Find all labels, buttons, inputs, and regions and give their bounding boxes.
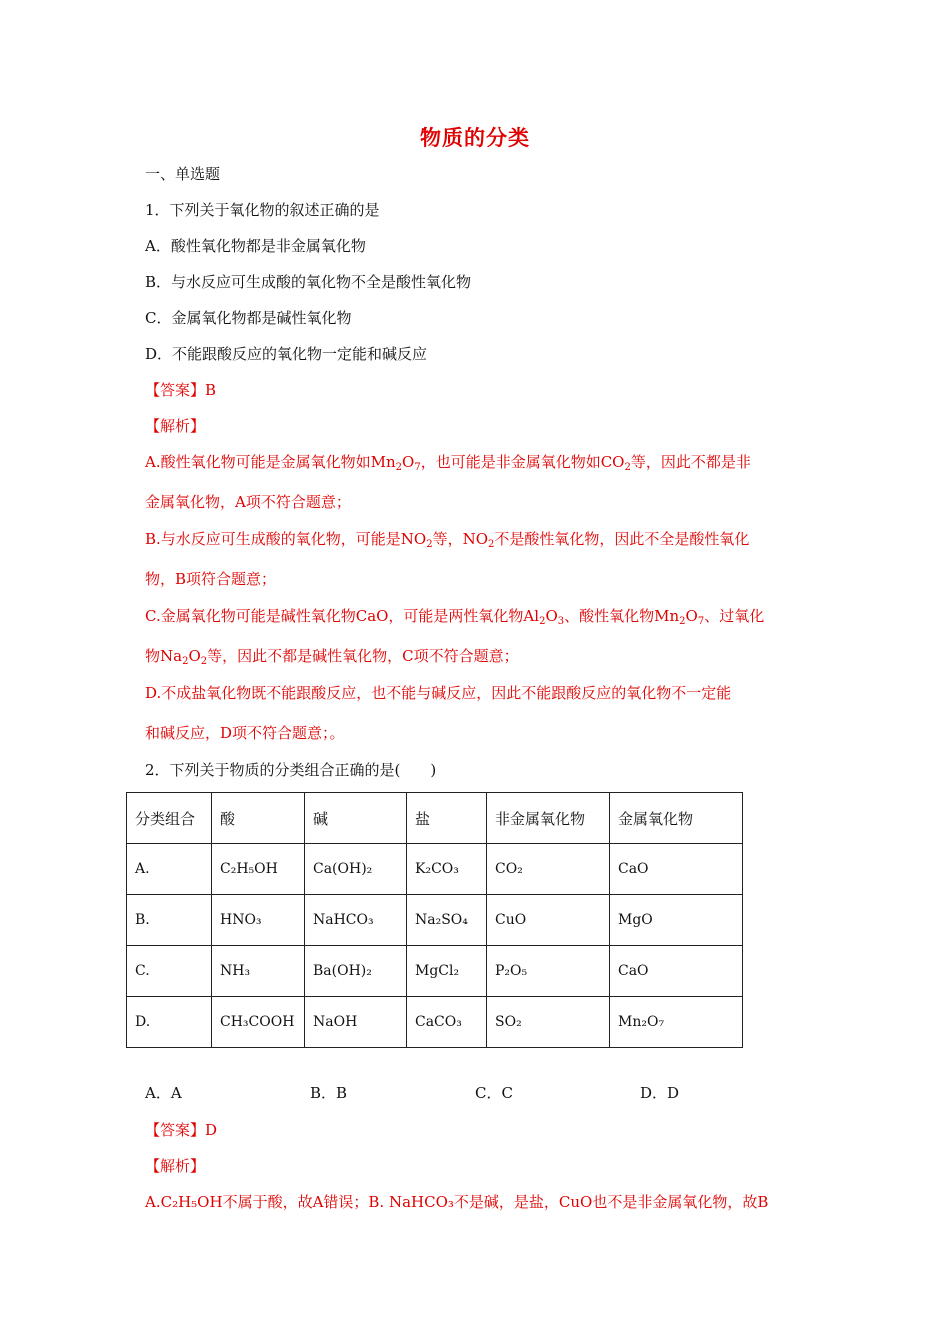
table-header: 分类组合 xyxy=(127,793,212,844)
table-cell: CaCO₃ xyxy=(407,997,487,1048)
answer-tag: 【答案】 xyxy=(145,381,206,399)
table-cell: NaHCO₃ xyxy=(305,895,407,946)
table-cell: Na₂SO₄ xyxy=(407,895,487,946)
answer-tag: 【答案】 xyxy=(145,1121,206,1139)
table-cell: MgCl₂ xyxy=(407,946,487,997)
q1-analysis-b-line2: 物，B项符合题意； xyxy=(145,570,277,588)
answer-value: B xyxy=(205,381,217,399)
table-cell: Ca(OH)₂ xyxy=(305,844,407,895)
table-cell: P₂O₅ xyxy=(487,946,610,997)
table-cell: C₂H₅OH xyxy=(212,844,305,895)
q1-analysis-c-line2: 物$Na_2O_2$等，因此不都是碱性氧化物，C项不符合题意； xyxy=(145,647,519,667)
table-cell: HNO₃ xyxy=(212,895,305,946)
table-header-row xyxy=(127,793,743,844)
q1-analysis-tag: 【解析】 xyxy=(145,417,206,435)
page-title: 物质的分类 xyxy=(420,125,530,150)
table-cell: SO₂ xyxy=(487,997,610,1048)
answer-value: D xyxy=(205,1121,218,1139)
table-row xyxy=(127,844,743,895)
table-header: 碱 xyxy=(305,793,407,844)
table-cell: MgO xyxy=(610,895,743,946)
classification-table xyxy=(126,792,743,1048)
q1-option-d: D．不能跟酸反应的氧化物一定能和碱反应 xyxy=(145,345,428,363)
q1-option-a: A．酸性氧化物都是非金属氧化物 xyxy=(145,237,366,255)
table-cell: NH₃ xyxy=(212,946,305,997)
table-cell: NaOH xyxy=(305,997,407,1048)
table-cell: CuO xyxy=(487,895,610,946)
q1-analysis-d-line2: 和碱反应，D项不符合题意；。 xyxy=(145,724,345,742)
q2-option-d: D．D xyxy=(640,1084,680,1102)
table-cell: CaO xyxy=(610,844,743,895)
table-row xyxy=(127,946,743,997)
q1-option-c: C．金属氧化物都是碱性氧化物 xyxy=(145,309,352,327)
q1-analysis-a-line1: A.酸性氧化物可能是金属氧化物如$Mn_2O_7$，也可能是非金属氧化物如$CO_2$等，因此不都是非 xyxy=(145,453,751,473)
table-cell: A. xyxy=(127,844,212,895)
q2-option-a: A．A xyxy=(145,1084,182,1102)
q2-analysis-line: A.C₂H₅OH不属于酸，故A错误；B. NaHCO₃不是碱，是盐，CuO也不是非金属氧化物，故B xyxy=(145,1193,769,1211)
q2-stem: 2．下列关于物质的分类组合正确的是( ) xyxy=(145,761,437,779)
table-cell: D. xyxy=(127,997,212,1048)
table-cell: CH₃COOH xyxy=(212,997,305,1048)
q2-option-b: B．B xyxy=(310,1084,348,1102)
table-cell: K₂CO₃ xyxy=(407,844,487,895)
q1-stem: 1．下列关于氧化物的叙述正确的是 xyxy=(145,201,380,219)
table-cell: CaO xyxy=(610,946,743,997)
table-header: 盐 xyxy=(407,793,487,844)
table-cell: C. xyxy=(127,946,212,997)
q2-option-c: C．C xyxy=(475,1084,513,1102)
table-cell: CO₂ xyxy=(487,844,610,895)
table-row xyxy=(127,895,743,946)
q1-analysis-c-line1: C.金属氧化物可能是碱性氧化物CaO，可能是两性氧化物$Al_2O_3$、酸性氧化物$Mn_2O_7$、过氧化 xyxy=(145,607,765,627)
table-cell: B. xyxy=(127,895,212,946)
q2-answer xyxy=(145,1120,217,1140)
q1-answer xyxy=(145,380,216,400)
q1-analysis-a-line2: 金属氧化物，A项不符合题意； xyxy=(145,493,351,511)
q2-analysis-tag: 【解析】 xyxy=(145,1157,206,1175)
table-cell: Mn₂O₇ xyxy=(610,997,743,1048)
q1-analysis-d-line1: D.不成盐氧化物既不能跟酸反应，也不能与碱反应，因此不能跟酸反应的氧化物不一定能 xyxy=(145,684,732,702)
section-heading: 一、单选题 xyxy=(145,165,221,183)
q1-option-b: B．与水反应可生成酸的氧化物不全是酸性氧化物 xyxy=(145,273,472,291)
table-header: 非金属氧化物 xyxy=(487,793,610,844)
table-header: 金属氧化物 xyxy=(610,793,743,844)
table-header: 酸 xyxy=(212,793,305,844)
q1-analysis-b-line1: B.与水反应可生成酸的氧化物，可能是$NO_2$等，$NO_2$不是酸性氧化物，因此不全是酸性氧化 xyxy=(145,530,750,550)
table-cell: Ba(OH)₂ xyxy=(305,946,407,997)
table-row xyxy=(127,997,743,1048)
